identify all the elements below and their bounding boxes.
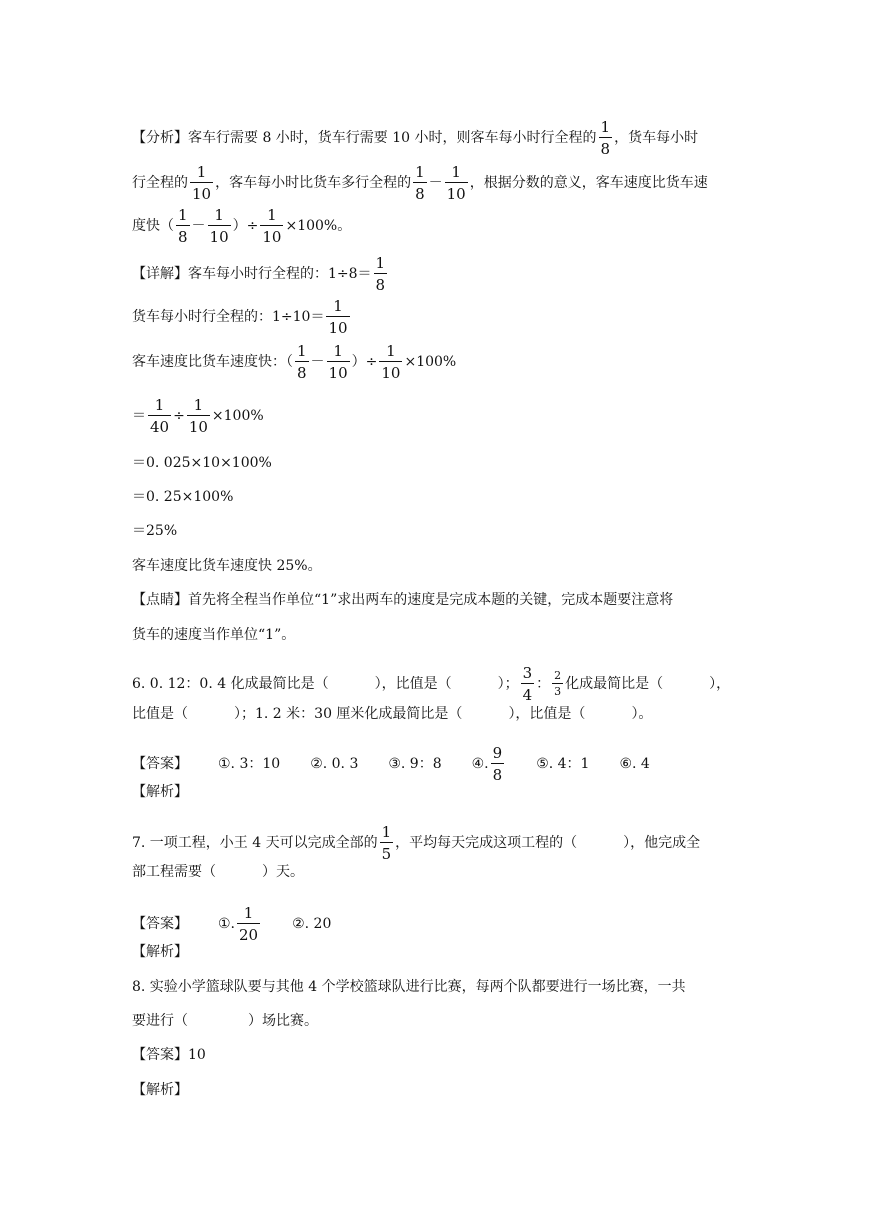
fraction-1-8: $\frac{1}{8}$ bbox=[178, 206, 188, 246]
detail-line-6: ＝0. 25×100% bbox=[132, 489, 234, 505]
fraction-1-20: $\frac{1}{20}$ bbox=[239, 904, 259, 944]
q6-answer-line: 【答案】 ①. 3：10 ②. 0. 3 ③. 9：8 ④. $\frac{9}{8}$ ⑤. 4：1 ⑥. 4 bbox=[132, 744, 650, 784]
answer-tag: 【答案】 bbox=[132, 756, 188, 772]
q7-answer-line: 【答案】 ①. $\frac{1}{20}$ ②. 20 bbox=[132, 904, 332, 944]
detail-line-1: 【详解】客车每小时行全程的：1÷8＝ $\frac{1}{8}$ bbox=[132, 254, 386, 294]
detail-line-3: 客车速度比货车速度快：（ $\frac{1}{8}$ － $\frac{1}{10}$ ）÷ $\frac{1}{10}$ ×100% bbox=[132, 342, 457, 382]
q8-explain-tag: 【解析】 bbox=[132, 1082, 188, 1098]
fraction-1-10: $\frac{1}{10}$ bbox=[328, 342, 348, 382]
q8-line-2: 要进行（ ）场比赛。 bbox=[132, 1013, 318, 1029]
fraction-1-10: $\frac{1}{10}$ bbox=[262, 206, 282, 246]
q7-line-1: 7. 一项工程，小王 4 天可以完成全部的 $\frac{1}{5}$ ，平均每天完成这项工程的（ ），他完成全 bbox=[132, 823, 701, 863]
fraction-1-8: $\frac{1}{8}$ bbox=[297, 342, 307, 382]
q7-line-2: 部工程需要（ ）天。 bbox=[132, 864, 304, 880]
fraction-1-10: $\frac{1}{10}$ bbox=[192, 163, 212, 203]
detail-line-5: ＝0. 025×10×100% bbox=[132, 455, 272, 471]
detail-tag: 【详解】 bbox=[132, 266, 188, 282]
fraction-1-10: $\frac{1}{10}$ bbox=[188, 396, 208, 436]
fraction-1-8: $\frac{1}{8}$ bbox=[415, 163, 425, 203]
analysis-line-2: 行全程的 $\frac{1}{10}$ ，客车每小时比货车多行全程的 $\frac{1}{8}$ － $\frac{1}{10}$ ，根据分数的意义，客车速度比货车速 bbox=[132, 163, 708, 203]
fraction-2-3: $\frac{2}{3}$ bbox=[554, 669, 562, 698]
detail-conclusion: 客车速度比货车速度快 25%。 bbox=[132, 558, 322, 574]
fraction-3-4: $\frac{3}{4}$ bbox=[522, 664, 533, 704]
answer-value: 10 bbox=[188, 1047, 206, 1063]
comment-line-2: 货车的速度当作单位“1”。 bbox=[132, 627, 296, 643]
q6-line-1: 6. 0. 12：0. 4 化成最简比是（ ），比值是（ ）； $\frac{3}{4}$ ： $\frac{2}{3}$ 化成最简比是（ ）， bbox=[132, 664, 731, 704]
fraction-1-10: $\frac{1}{10}$ bbox=[446, 163, 466, 203]
q8-line-1: 8. 实验小学篮球队要与其他 4 个学校篮球队进行比赛，每两个队都要进行一场比赛，一共 bbox=[132, 979, 686, 995]
answer-tag: 【答案】 bbox=[132, 916, 188, 932]
detail-line-4: ＝ $\frac{1}{40}$ ÷ $\frac{1}{10}$ ×100% bbox=[132, 396, 264, 436]
comment-tag: 【点睛】 bbox=[132, 592, 188, 608]
fraction-9-8: $\frac{9}{8}$ bbox=[492, 744, 503, 784]
analysis-tag: 【分析】 bbox=[132, 130, 188, 146]
analysis-line-1: 【分析】客车行需要 8 小时，货车行需要 10 小时，则客车每小时行全程的 $\frac{1}{8}$ ，货车每小时 bbox=[132, 118, 699, 158]
q6-line-2: 比值是（ ）；1. 2 米：30 厘米化成最简比是（ ），比值是（ ）。 bbox=[132, 706, 653, 722]
q8-answer-line bbox=[132, 1046, 206, 1064]
fraction-1-8: $\frac{1}{8}$ bbox=[600, 118, 611, 158]
fraction-1-8: $\frac{1}{8}$ bbox=[375, 254, 386, 294]
fraction-1-5: $\frac{1}{5}$ bbox=[381, 823, 392, 863]
q7-explain-tag: 【解析】 bbox=[132, 944, 188, 960]
detail-line-7: ＝25% bbox=[132, 523, 178, 539]
comment-line-1: 【点睛】首先将全程当作单位“1”求出两车的速度是完成本题的关键，完成本题要注意将 bbox=[132, 592, 674, 608]
fraction-1-10: $\frac{1}{10}$ bbox=[328, 297, 348, 337]
q6-explain-tag: 【解析】 bbox=[132, 784, 188, 800]
fraction-1-10: $\frac{1}{10}$ bbox=[209, 206, 229, 246]
analysis-line-3: 度快（ $\frac{1}{8}$ － $\frac{1}{10}$ ）÷ $\frac{1}{10}$ ×100%。 bbox=[132, 206, 352, 246]
detail-line-2: 货车每小时行全程的：1÷10＝ $\frac{1}{10}$ bbox=[132, 297, 348, 337]
fraction-1-10: $\frac{1}{10}$ bbox=[381, 342, 401, 382]
answer-tag: 【答案】 bbox=[132, 1047, 188, 1063]
fraction-1-40: $\frac{1}{40}$ bbox=[150, 396, 170, 436]
